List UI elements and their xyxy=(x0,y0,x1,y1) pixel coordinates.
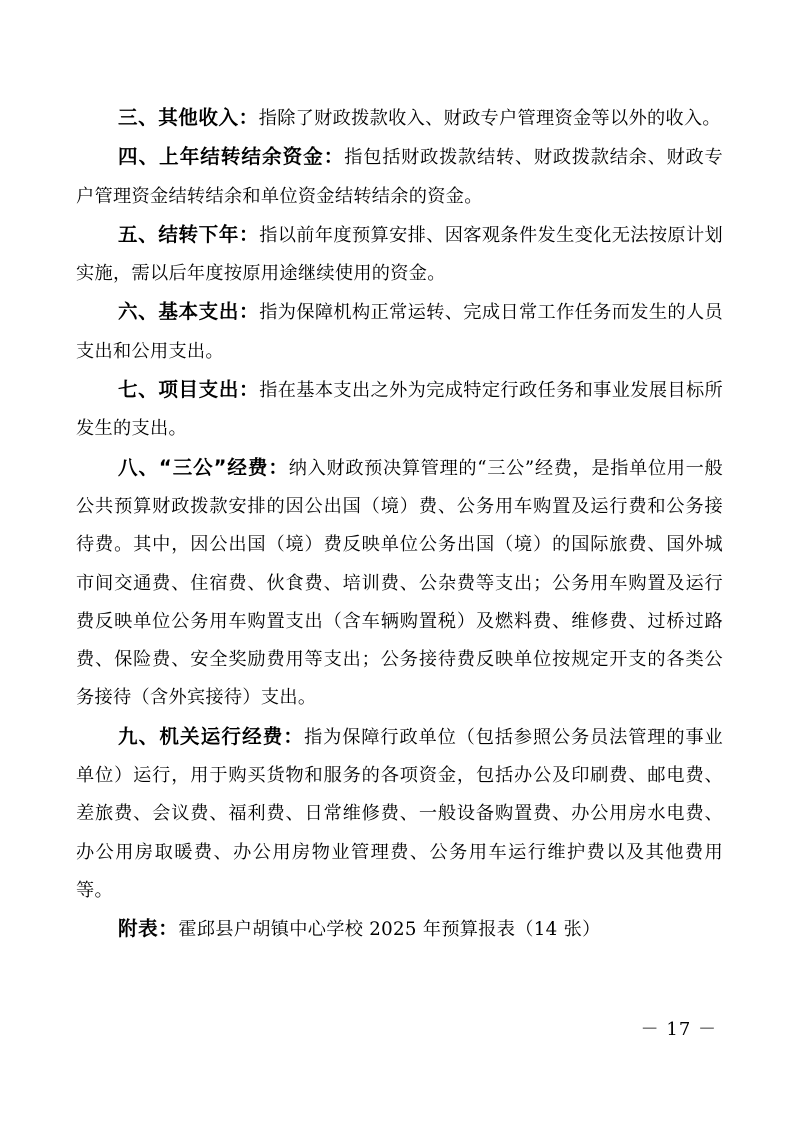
paragraph-heading: 五、结转下年： xyxy=(118,222,260,246)
paragraph-text: 纳入财政预决算管理的“三公”经费，是指单位用一般公共预算财政拨款安排的因公出国（境）费、公务用车购置及运行费和公务接待费。其中，因公出国（境）费反映单位公务出国（境）的国际旅费、国外城市间交通费、住宿费、伙食费、培训费、公杂费等支出；公务用车购置及运行费反映单位公务用车购置支出（含车辆购置税）及燃料费、维修费、过桥过路费、保险费、安全奖励费用等支出；公务接待费反映单位按规定开支的各类公务接待（含外宾接待）支出。 xyxy=(76,457,723,709)
definition-carry-to-next-year xyxy=(76,216,723,294)
definition-project-expenditure xyxy=(76,371,723,449)
paragraph-heading: 七、项目支出： xyxy=(118,378,260,402)
paragraph-heading: 八、“三公”经费： xyxy=(118,455,289,479)
paragraph-heading: 三、其他收入： xyxy=(118,106,259,129)
paragraph-heading: 六、基本支出： xyxy=(118,300,260,324)
page-number: － 17 － xyxy=(640,1019,717,1040)
definition-three-public-expenses xyxy=(76,449,723,718)
paragraph-text: 指除了财政拨款收入、财政专户管理资金等以外的收入。 xyxy=(258,108,721,129)
paragraph-text: 指在基本支出之外为完成特定行政任务和事业发展目标所发生的支出。 xyxy=(76,380,723,440)
paragraph-heading: 四、上年结转结余资金： xyxy=(118,145,345,169)
definition-operating-expenses xyxy=(76,718,723,910)
paragraph-text: 指以前年度预算安排、因客观条件发生变化无法按原计划实施，需以后年度按原用途继续使用的资金。 xyxy=(76,224,723,285)
paragraph-text: 霍邱县户胡镇中心学校 2025 年预算报表（14 张） xyxy=(178,919,601,941)
paragraph-heading: 九、机关运行经费： xyxy=(118,724,305,748)
definition-prior-year-carryover xyxy=(76,138,723,216)
attachment-note xyxy=(76,910,723,949)
paragraph-text: 指为保障机构正常运转、完成日常工作任务而发生的人员支出和公用支出。 xyxy=(76,302,723,362)
paragraph-heading: 附表： xyxy=(118,917,179,941)
paragraph-text: 指为保障行政单位（包括参照公务员法管理的事业单位）运行，用于购买货物和服务的各项资金，包括办公及印刷费、邮电费、差旅费、会议费、福利费、日常维修费、一般设备购置费、办公用房水电费、办公用房取暖费、办公用房物业管理费、公务用车运行维护费以及其他费用等。 xyxy=(76,726,723,901)
paragraph-text: 指包括财政拨款结转、财政拨款结余、财政专户管理资金结转结余和单位资金结转结余的资金。 xyxy=(76,147,723,207)
definition-other-income xyxy=(76,99,723,138)
document-body xyxy=(76,99,723,950)
definition-basic-expenditure xyxy=(76,293,723,371)
